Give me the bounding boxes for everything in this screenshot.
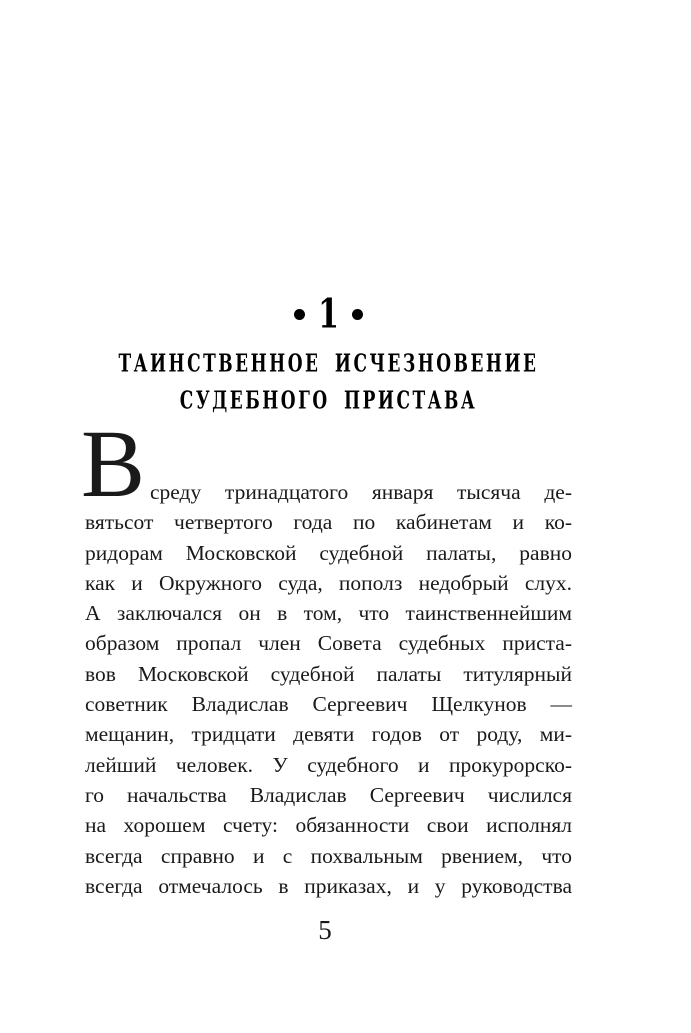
body-text-line: ридорам Московской судебной палаты, равно bbox=[85, 540, 572, 565]
chapter-title bbox=[85, 350, 572, 425]
chapter-title-line bbox=[85, 350, 572, 387]
body-text-line: го начальства Владислав Сергеевич числился bbox=[85, 782, 572, 807]
body-text bbox=[85, 477, 572, 901]
body-text-line: мещанин, тридцати девяти годов от роду, ми- bbox=[85, 722, 572, 747]
body-text-line: среду тринадцатого января тысяча де- bbox=[150, 480, 572, 504]
body-text-line: советник Владислав Сергеевич Щелкунов — bbox=[85, 692, 572, 717]
drop-cap: В bbox=[81, 410, 146, 517]
body-text-line: всегда справно и с похвальным рвением, что bbox=[85, 843, 572, 868]
body-text-line: А заключался он в том, что таинственнейшим bbox=[85, 601, 572, 626]
body-text-line: на хорошем счету: обязанности свои исполнял bbox=[85, 813, 572, 838]
bullet-icon bbox=[294, 309, 305, 320]
body-text-line: вятьсот четвертого года по кабинетам и ко- bbox=[85, 510, 572, 535]
page-number: 5 bbox=[318, 915, 332, 945]
chapter-number-digit: 1 bbox=[318, 290, 339, 338]
chapter-number bbox=[85, 290, 572, 338]
chapter-title-text: СУДЕБНОГО ПРИСТАВА bbox=[179, 387, 478, 416]
body-text-line: всегда отмечалось в приказах, и у руководства bbox=[85, 873, 572, 898]
body-text-line: образом пропал член Совета судебных приста- bbox=[85, 631, 572, 656]
chapter-title-text: ТАИНСТВЕННОЕ ИСЧЕЗНОВЕНИЕ bbox=[118, 350, 539, 379]
body-text-line: как и Окружного суда, пополз недобрый слух. bbox=[85, 570, 572, 595]
bullet-icon bbox=[352, 309, 363, 320]
body-text-line: лейший человек. У судебного и прокурорско- bbox=[85, 752, 572, 777]
chapter-title-line bbox=[85, 387, 572, 424]
body-text-line: вов Московской судебной палаты титулярный bbox=[85, 661, 572, 686]
